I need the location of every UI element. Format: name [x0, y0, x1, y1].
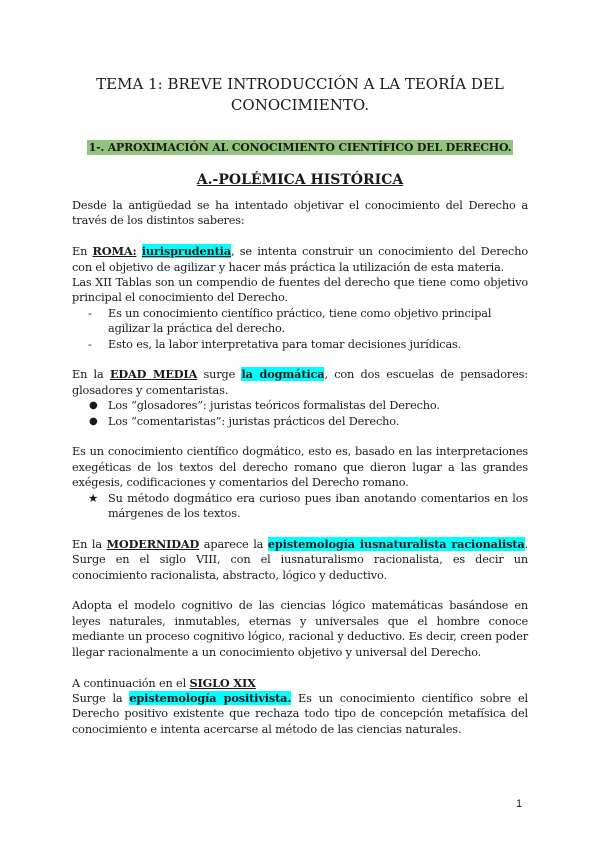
adopta-paragraph: Adopta el modelo cognitivo de las ciencias lógico matemáticas basándose en leyes naturales, inmutables, eternas y universales que el hombre conoce mediante un proceso cognitivo lógico, racional y deductivo. Es decir, creen poder llegar racionalmente a un conocimiento objetivo y universal del Derecho.: [72, 599, 528, 659]
dogmatico-paragraph: Es un conocimiento científico dogmático, esto es, basado en las interpretaciones exegéticas de los textos del derecho romano que dieron lugar a las grandes exégesis, codificaciones y comentarios del Derecho romano.: [72, 445, 528, 490]
siglo-xix-label: SIGLO XIX: [189, 675, 256, 690]
siglo-xix-line: A continuación en el SIGLO XIX: [72, 675, 256, 690]
intro-paragraph: Desde la antigüedad se ha intentado objetivar el conocimiento del Derecho a través de los distintos saberes:: [72, 199, 528, 228]
section-heading-text: 1-. APROXIMACIÓN AL CONOCIMIENTO CIENTÍFICO DEL DERECHO.: [88, 141, 512, 154]
page-number: 1: [516, 798, 523, 810]
edad-media-paragraph: En la EDAD MEDIA surge la dogmática, con dos escuelas de pensadores: glosadores y comentaristas.: [72, 367, 528, 397]
roma-list: [72, 306, 528, 352]
positivista-paragraph: Surge la epistemología positivista. Es un conocimiento científico sobre el Derecho positivo existente que rechaza todo tipo de concepción metafísica del conocimiento e intenta acercarse al método de las ciencias naturales.: [72, 690, 528, 736]
bullet-icon: ●: [89, 415, 98, 427]
subheading: A.-POLÉMICA HISTÓRICA: [196, 172, 404, 188]
document-body: [72, 198, 528, 737]
list-item: ★ Su método dogmático era curioso pues iban anotando comentarios en los márgenes de los textos.: [88, 491, 528, 521]
list-item: ● Los “comentaristas”: juristas prácticos del Derecho.: [89, 414, 400, 428]
section-heading: [0, 136, 600, 155]
list-item: ● Los “glosadores”: juristas teóricos formalistas del Derecho.: [89, 399, 440, 413]
dogmatica-highlight: la dogmática: [241, 367, 325, 382]
iurisprudentia-highlight: iurisprudentia: [141, 244, 231, 259]
roma-paragraph: En ROMA: iurisprudentia, se intenta construir un conocimiento del Derecho con el objetivo de agilizar y hacer más práctica la utilización de esta materia.: [72, 244, 528, 274]
modernidad-label: MODERNIDAD: [106, 536, 200, 551]
star-list: [72, 491, 528, 522]
roma-label: ROMA:: [92, 244, 137, 259]
document-title: TEMA 1: BREVE INTRODUCCIÓN A LA TEORÍA DEL CONOCIMIENTO.: [96, 75, 504, 114]
positivista-highlight: epistemología positivista.: [129, 690, 292, 705]
modernidad-paragraph: En la MODERNIDAD aparece la epistemología iusnaturalista racionalista. Surge en el siglo VIII, con el iusnaturalismo racionalista, es decir un conocimiento racionalista, abstracto, lógico y deductivo.: [72, 536, 528, 582]
iusnaturalista-highlight: epistemología iusnaturalista racionalista: [267, 536, 525, 551]
list-item: - Esto es, la labor interpretativa para tomar decisiones jurídicas.: [88, 337, 462, 351]
edad-media-list: [72, 398, 528, 429]
tablas-paragraph: Las XII Tablas son un compendio de fuentes del derecho que tiene como objetivo principal el conocimiento del Derecho.: [72, 276, 528, 305]
star-icon: ★: [88, 491, 98, 505]
list-item: - Es un conocimiento científico práctico, tiene como objetivo principal agilizar la práctica del derecho.: [88, 306, 492, 336]
bullet-icon: ●: [89, 400, 98, 412]
edad-media-label: EDAD MEDIA: [109, 367, 198, 382]
